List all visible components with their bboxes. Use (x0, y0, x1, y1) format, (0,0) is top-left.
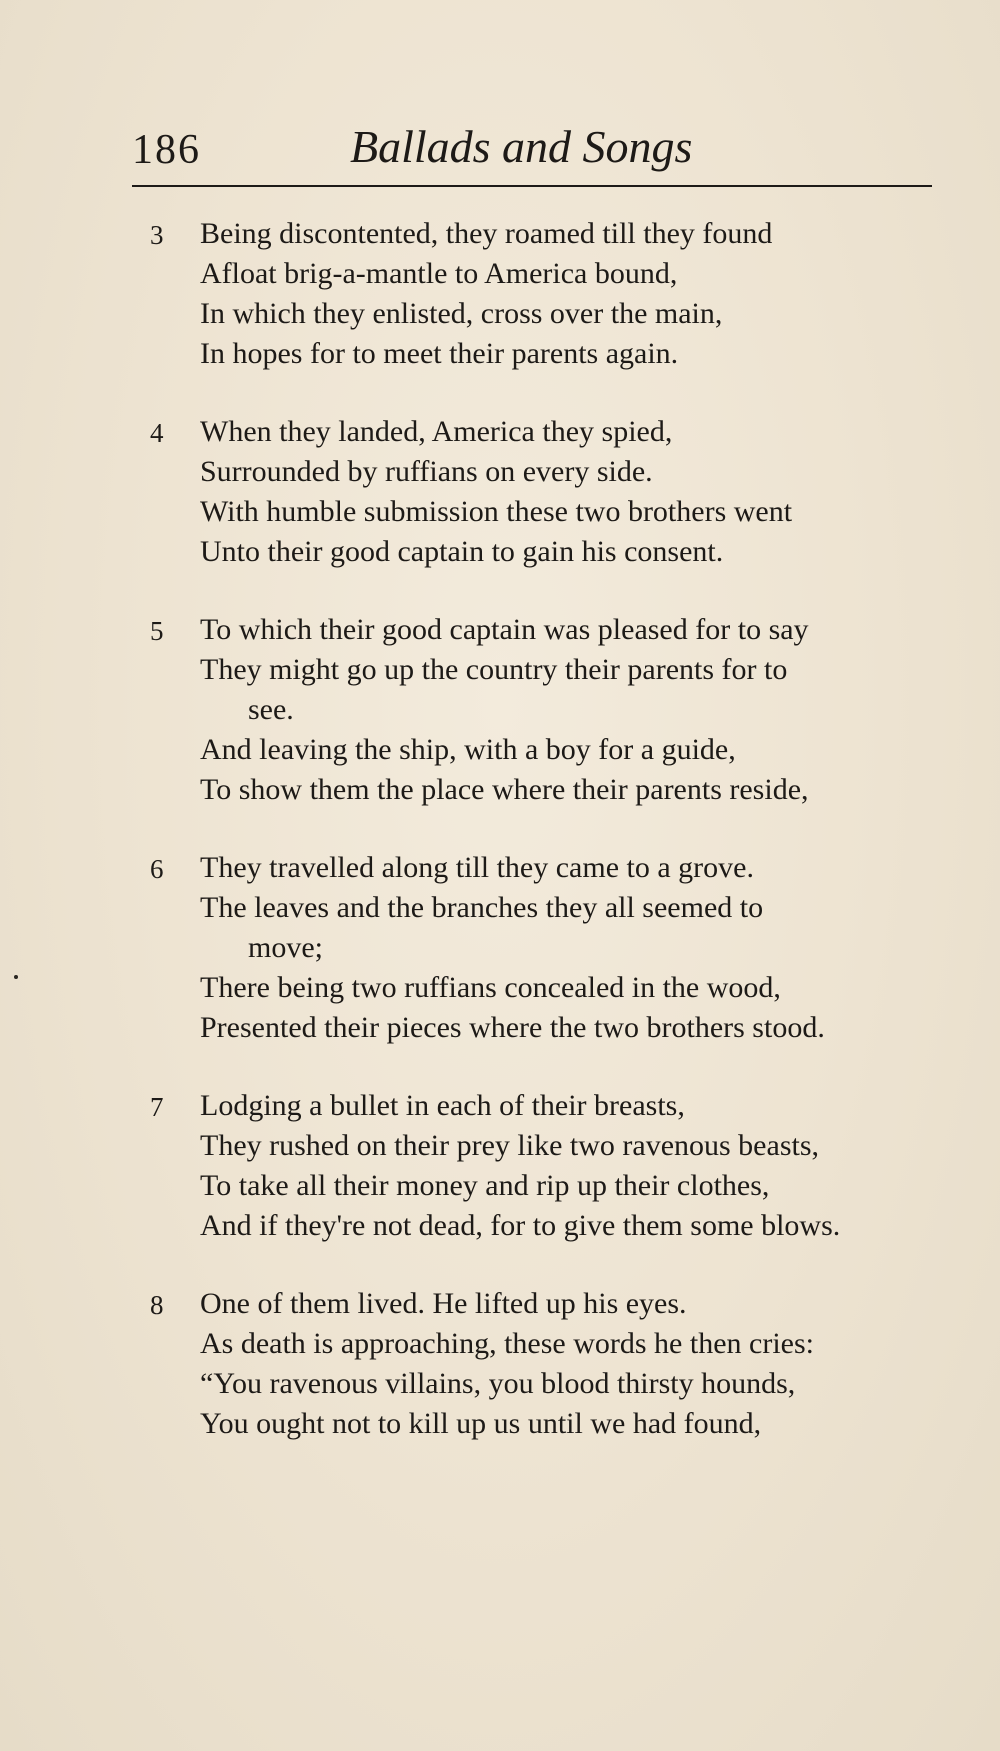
verse-line: The leaves and the branches they all seemed to (200, 891, 764, 924)
stanza-5 (140, 610, 940, 810)
stanza-number: 5 (150, 616, 164, 646)
stanza-number: 6 (150, 854, 164, 884)
verse-line: To which their good captain was pleased for to say (200, 613, 809, 646)
verse-line: With humble submission these two brothers went (200, 495, 793, 528)
verse-line: Afloat brig-a-mantle to America bound, (200, 257, 678, 290)
stanza-4 (140, 412, 940, 572)
verse-line: You ought not to kill up us until we had found, (200, 1407, 762, 1440)
verse-line: Surrounded by ruffians on every side. (200, 455, 653, 488)
stanza-6 (140, 848, 940, 1048)
verse-line: To take all their money and rip up their clothes, (200, 1169, 770, 1202)
verse-line: Lodging a bullet in each of their breasts, (200, 1089, 685, 1122)
poem-body (140, 214, 940, 1482)
verse-line: Presented their pieces where the two brothers stood. (200, 1011, 825, 1044)
verse-line: And if they're not dead, for to give them some blows. (200, 1209, 841, 1242)
running-title: Ballads and Songs (350, 121, 693, 172)
verse-line: They rushed on their prey like two ravenous beasts, (200, 1129, 819, 1162)
verse-line: “You ravenous villains, you blood thirsty hounds, (200, 1367, 796, 1400)
verse-line: There being two ruffians concealed in the wood, (200, 971, 781, 1004)
verse-line: Unto their good captain to gain his consent. (200, 535, 724, 568)
stanza-8 (140, 1284, 940, 1444)
stanza-number: 8 (150, 1290, 164, 1320)
stanza-3 (140, 214, 940, 374)
verse-line: One of them lived. He lifted up his eyes. (200, 1287, 687, 1320)
page-number: 186 (132, 127, 201, 173)
verse-line: And leaving the ship, with a boy for a guide, (200, 733, 736, 766)
stanza-number: 3 (150, 220, 164, 250)
verse-line: In hopes for to meet their parents again. (200, 337, 679, 370)
verse-line: When they landed, America they spied, (200, 415, 673, 448)
verse-line: Being discontented, they roamed till they found (200, 217, 773, 250)
paper-speck (14, 975, 18, 979)
verse-line: They might go up the country their parents for to (200, 653, 788, 686)
verse-line-continuation: see. (248, 693, 294, 726)
stanza-number: 7 (150, 1092, 164, 1122)
verse-line-continuation: move; (248, 931, 323, 964)
verse-line: To show them the place where their parents reside, (200, 773, 809, 806)
stanza-7 (140, 1086, 940, 1246)
header-rule (132, 185, 932, 187)
page-header (132, 118, 932, 180)
verse-line: In which they enlisted, cross over the main, (200, 297, 723, 330)
stanza-number: 4 (150, 418, 164, 448)
verse-line: As death is approaching, these words he then cries: (200, 1327, 814, 1360)
verse-line: They travelled along till they came to a grove. (200, 851, 754, 884)
